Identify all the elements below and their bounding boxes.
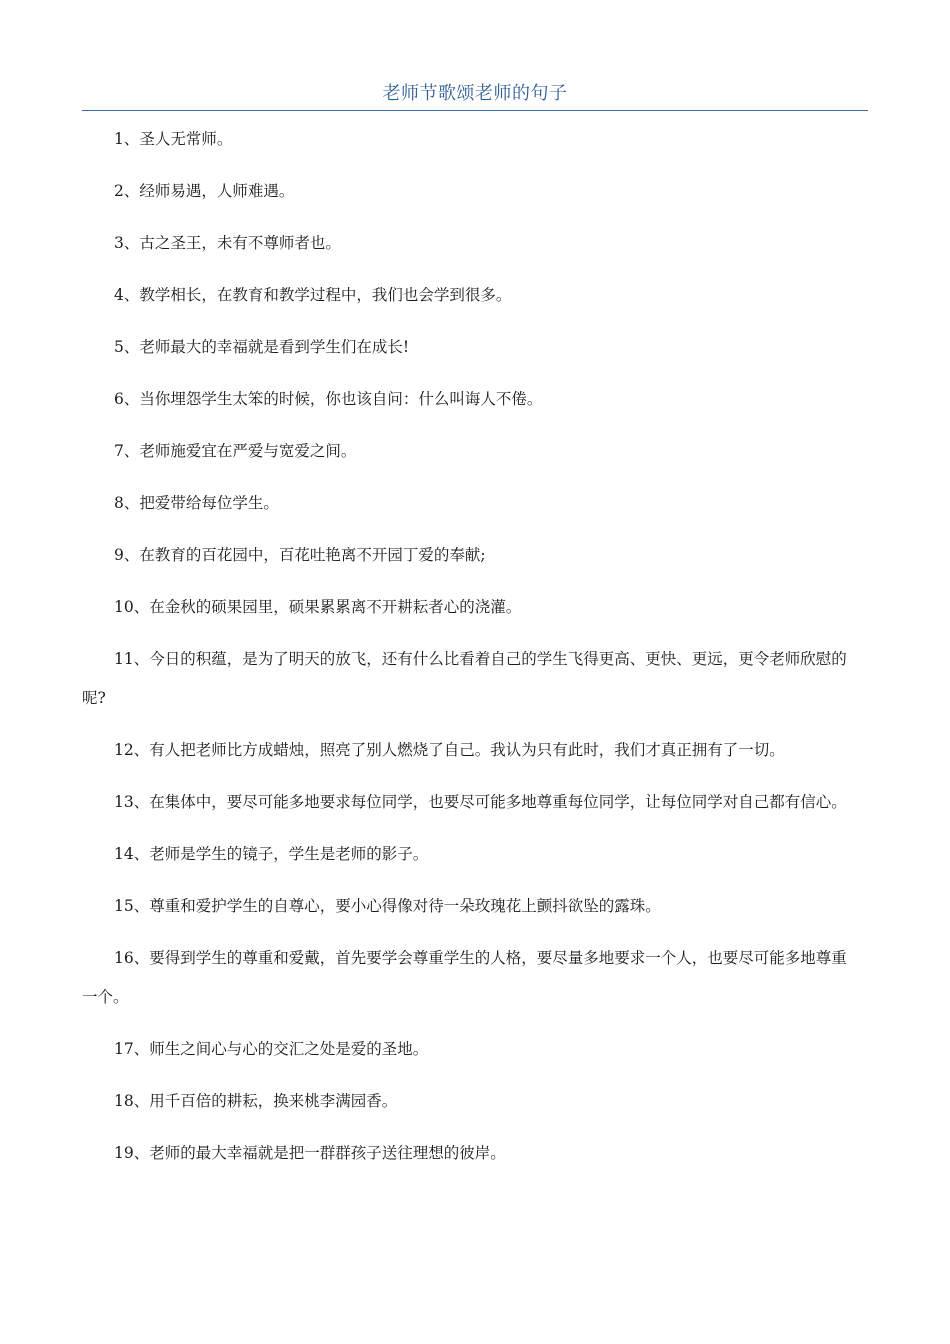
paragraph: 2、经师易遇，人师难遇。 <box>114 182 295 200</box>
paragraph: 19、老师的最大幸福就是把一群群孩子送往理想的彼岸。 <box>114 1144 506 1162</box>
paragraph: 15、尊重和爱护学生的自尊心，要小心得像对待一朵玫瑰花上颤抖欲坠的露珠。 <box>114 897 661 915</box>
paragraph: 17、师生之间心与心的交汇之处是爱的圣地。 <box>114 1040 429 1058</box>
paragraph: 8、把爱带给每位学生。 <box>114 494 279 512</box>
paragraph: 6、当你埋怨学生太笨的时候，你也该自问：什么叫诲人不倦。 <box>114 390 543 408</box>
paragraph: 1、圣人无常师。 <box>114 130 233 148</box>
paragraph: 16、要得到学生的尊重和爱戴，首先要学会尊重学生的人格，要尽量多地要求一个人，也要尽可能多地尊重一个。 <box>82 949 847 1006</box>
paragraph: 10、在金秋的硕果园里，硕果累累离不开耕耘者心的浇灌。 <box>114 598 522 616</box>
paragraph: 9、在教育的百花园中，百花吐艳离不开园丁爱的奉献; <box>114 546 486 564</box>
document-body <box>82 120 858 1186</box>
paragraph: 11、今日的积蕴，是为了明天的放飞，还有什么比看着自己的学生飞得更高、更快、更远，更令老师欣慰的呢? <box>82 650 847 707</box>
paragraph: 5、老师最大的幸福就是看到学生们在成长! <box>114 338 410 356</box>
paragraph: 7、老师施爱宜在严爱与宽爱之间。 <box>114 442 357 460</box>
page-header <box>82 78 868 111</box>
paragraph: 12、有人把老师比方成蜡烛，照亮了别人燃烧了自己。我认为只有此时，我们才真正拥有了一切。 <box>114 741 785 759</box>
paragraph: 14、老师是学生的镜子，学生是老师的影子。 <box>114 845 429 863</box>
page-title: 老师节歌颂老师的句子 <box>382 83 568 104</box>
paragraph: 4、教学相长，在教育和教学过程中，我们也会学到很多。 <box>114 286 512 304</box>
paragraph: 3、古之圣王，未有不尊师者也。 <box>114 234 341 252</box>
paragraph: 18、用千百倍的耕耘，换来桃李满园香。 <box>114 1092 398 1110</box>
paragraph: 13、在集体中，要尽可能多地要求每位同学，也要尽可能多地尊重每位同学，让每位同学对自己都有信心。 <box>114 793 847 811</box>
